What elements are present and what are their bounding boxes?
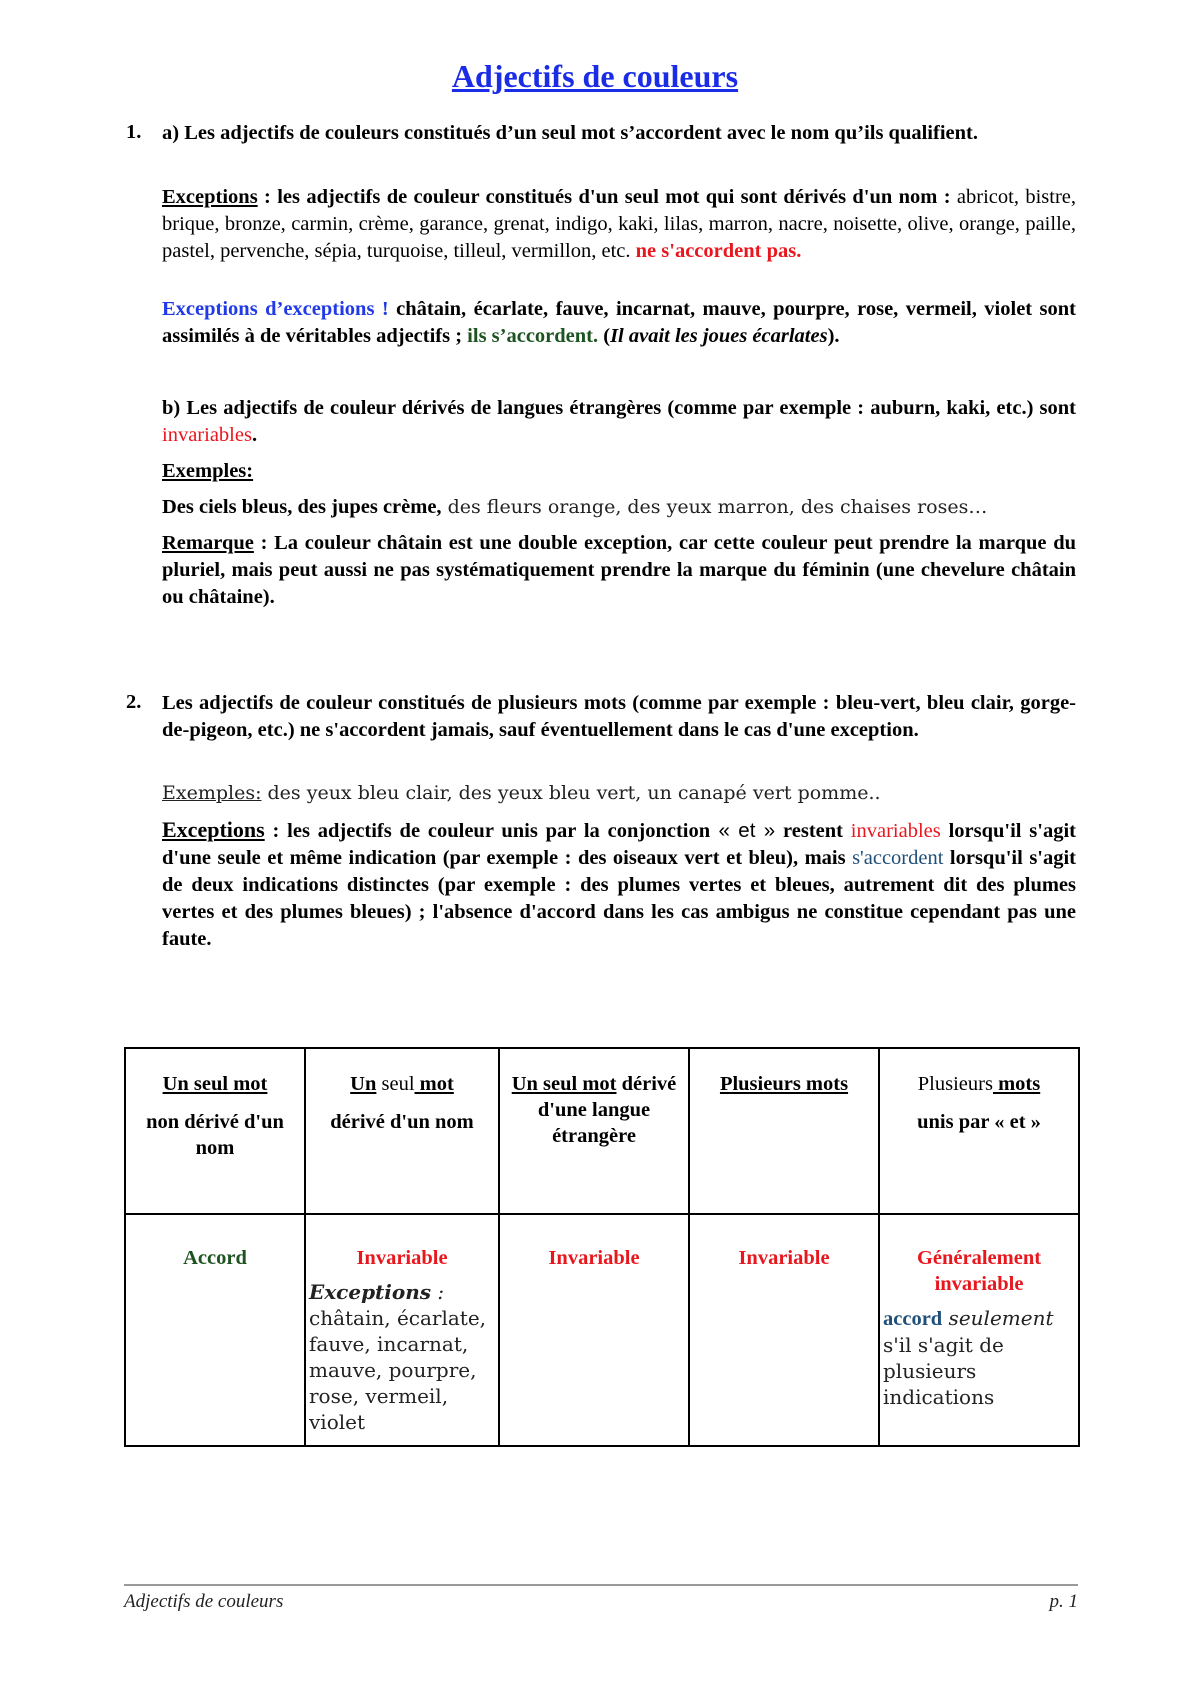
exex-accord: ils s’accordent. (462, 325, 599, 347)
s2-exceptions-label: Exceptions (162, 817, 265, 842)
b-text: b) Les adjectifs de couleur dérivés de langues étrangères (comme par exemple : auburn, kaki, etc.) sont (162, 397, 1076, 419)
section-2-number: 2. (126, 691, 142, 713)
header-cell-5 (879, 1048, 1079, 1214)
cell-1-main: Accord (183, 1247, 247, 1269)
section-2-exemples (162, 780, 1076, 807)
s2-exceptions-part3: lorsqu'il s'agit d'une seule et même indication (par exemple : des oiseaux vert et bleu), mais (162, 820, 1076, 869)
header-2-seul: seul (376, 1073, 415, 1095)
cell-2-exc-colon: : (431, 1280, 445, 1304)
header-3-title: Un seul mot (511, 1073, 617, 1095)
header-1-sub: non dérivé d'un nom (146, 1111, 284, 1159)
footer-title: Adjectifs de couleurs (124, 1591, 284, 1612)
section-1-number: 1. (126, 121, 142, 143)
cell-2-exc-list: châtain, écarlate, fauve, incarnat, mauve, pourpre, rose, vermeil, violet (309, 1306, 487, 1434)
exex-label: Exceptions d’exceptions ! (162, 298, 389, 320)
exemples-normal: des fleurs orange, des yeux marron, des chaises roses… (441, 496, 988, 518)
exceptions-label: Exceptions (162, 186, 258, 208)
section-2-text: Les adjectifs de couleur constitués de plusieurs mots (comme par exemple : bleu-vert, bleu clair, gorge-de-pigeon, etc.) ne s'accordent jamais, sauf éventuellement dans le cas d'une exception. (162, 692, 1076, 741)
s2-accordent: s'accordent (845, 847, 944, 869)
header-5-plusieurs: Plusieurs (917, 1073, 993, 1095)
exex-example-open: ( (598, 325, 611, 347)
s2-exemples-label: Exemples: (162, 782, 262, 804)
body-cell-1 (125, 1214, 305, 1446)
cell-5-accord: accord (883, 1308, 943, 1330)
cell-4-main: Invariable (738, 1247, 830, 1269)
exex-text: châtain, écarlate, fauve, incarnat, mauve, pourpre, rose, vermeil, violet sont assimilés à de véritables adjectifs ; (162, 298, 1077, 347)
exex-example-close: ). (827, 325, 840, 347)
s2-invariables: invariables (842, 820, 941, 842)
footer-divider (124, 1584, 1078, 1586)
exemples-bold: Des ciels bleus, des jupes crème, (162, 496, 442, 518)
header-cell-1 (125, 1048, 305, 1214)
table-header-row (125, 1048, 1079, 1214)
body-cell-3 (499, 1214, 689, 1446)
section-1a-rule (162, 120, 1076, 147)
header-cell-2 (305, 1048, 499, 1214)
exceptions-intro: : les adjectifs de couleur constitués d'un seul mot qui sont dérivés d'un nom : (257, 186, 951, 208)
cell-5-main: Généralement invariable (916, 1247, 1042, 1295)
exex-example: Il avait les joues écarlates (610, 325, 828, 347)
exceptions-result: ne s'accordent pas. (630, 240, 802, 262)
cell-5-tail: s'il s'agit de plusieurs indications (883, 1333, 1004, 1409)
s2-exemples-text: des yeux bleu clair, des yeux bleu vert, un canapé vert pomme.. (261, 782, 881, 804)
s2-exceptions-part4: lorsqu'il s'agit de deux indications distinctes (par exemple : des plumes vertes et bleues, autrement dit des plumes vertes et des plumes bleues) ; l'absence d'accord dans les cas ambigus ne constitue cependant pas une faute. (162, 847, 1077, 950)
header-3-sub: dérivé d'une langue étrangère (537, 1073, 677, 1147)
header-2-sub: dérivé d'un nom (330, 1111, 474, 1133)
section-1a-exceptions-of-exceptions (162, 296, 1076, 350)
exemples-label: Exemples: (162, 460, 254, 482)
cell-2-exc-label: Exceptions (309, 1280, 432, 1304)
s2-exceptions-part2: restent (775, 820, 843, 842)
section-2-exceptions (162, 816, 1076, 953)
body-cell-5 (879, 1214, 1079, 1446)
footer-page-number: p. 1 (1049, 1591, 1078, 1612)
s2-conjunction: « et » (710, 819, 776, 842)
section-1a-exceptions (162, 184, 1076, 265)
header-5-mots: mots (992, 1073, 1041, 1095)
b-end: . (251, 424, 258, 446)
header-2-un: Un (350, 1073, 377, 1095)
remarque-label: Remarque (162, 532, 254, 554)
table-body-row (125, 1214, 1079, 1446)
exceptions-list: abricot, bistre, brique, bronze, carmin, crème, garance, grenat, indigo, kaki, lilas, marron, nacre, noisette, olive, orange, paille, pastel, pervenche, sépia, turquoise, tilleul, vermillon, etc. (162, 186, 1076, 262)
cell-3-main: Invariable (548, 1247, 640, 1269)
cell-2-main: Invariable (356, 1247, 448, 1269)
rule-text: a) Les adjectifs de couleurs constitués d’un seul mot s’accordent avec le nom qu’ils qualifient. (162, 122, 978, 144)
s2-exceptions-part1: : les adjectifs de couleur unis par la conjonction (264, 820, 711, 842)
section-1b-exemples (162, 494, 1076, 521)
page-title: Adjectifs de couleurs (451, 58, 739, 94)
remarque-text: : La couleur châtain est une double exception, car cette couleur peut prendre la marque du pluriel, mais peut aussi ne pas systématiquement prendre la marque du féminin (une chevelure châtain ou châtaine). (162, 532, 1076, 608)
header-1-title: Un seul mot (162, 1073, 268, 1095)
section-2-rule (162, 690, 1076, 744)
body-cell-4 (689, 1214, 879, 1446)
body-cell-2 (305, 1214, 499, 1446)
header-4-title: Plusieurs mots (719, 1073, 849, 1095)
section-1b-rule (162, 395, 1076, 449)
b-invariables: invariables (162, 424, 252, 446)
section-1b-remarque (162, 530, 1076, 611)
section-1b-exemples-label (162, 458, 1076, 485)
header-cell-4 (689, 1048, 879, 1214)
summary-table (124, 1047, 1080, 1447)
cell-5-seulement: seulement (942, 1306, 1054, 1330)
header-5-sub: unis par « et » (917, 1111, 1041, 1133)
header-cell-3 (499, 1048, 689, 1214)
header-2-mot: mot (414, 1073, 454, 1095)
